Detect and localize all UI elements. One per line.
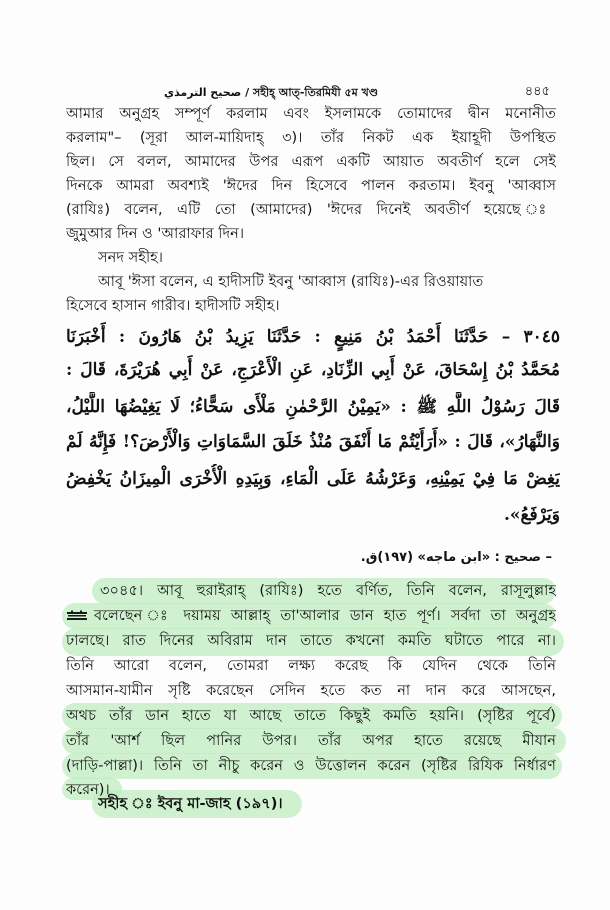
hadith-grade: সহীহ ঃ ইবনু মা-জাহ (১৯৭)। <box>98 795 283 812</box>
translation-line: করেন)। <box>66 781 110 798</box>
page-number: ৪৪৫ <box>524 84 550 99</box>
arabic-source-reference: – صحيح : «ابن ماجه» (١٩٧)ق. <box>360 550 552 565</box>
translation-line-with-icon <box>66 604 556 628</box>
text-line: হিসেবে হাসান গারীব। হাদীসটি সহীহ। <box>66 297 280 314</box>
translation-line: অথচ তাঁর ডান হাতে যা আছে তাতে কিছুই কমতি হয়নি। (সৃষ্টির পূর্বে) <box>66 707 556 724</box>
arabic-line: ٣٠٤٥ – حَدَّثَنَا أَحْمَدُ بْنُ مَنِيعٍ : حَدَّثَنَا يَزِيدُ بْنُ هَارُونَ : أَخْبَرَنَا <box>66 327 560 347</box>
arabic-line: مُحَمَّدُ بْنُ إِسْحَاقَ، عَنْ أَبِي الزِّنَادِ، عَنِ الْأَعْرَجِ، عَنْ أَبِي هُرَيْرَةَ، قَالَ : <box>66 360 560 380</box>
translation-line: তিনি আরো বলেন, তোমরা লক্ষ্য করেছ কি যেদিন থেকে তিনি <box>66 657 556 674</box>
translation-line: তাঁর 'আর্শ ছিল পানির উপর। তাঁর অপর হাতে রয়েছে মীযান <box>66 732 556 749</box>
text-line: আবূ 'ঈসা বলেন, এ হাদীসটি ইবনু 'আব্বাস (রাযিঃ)-এর রিওয়ায়াত <box>98 273 484 290</box>
running-title: صحيح الترمذي / সহীহ্ আত্-তিরমিযী ৫ম খণ্ড <box>164 86 379 99</box>
translation-line: ঢালছে। রাত দিনের অবিরাম দান তাতে কখনো কমতি ঘটাতে পারে না। <box>66 632 556 649</box>
translation-line: আসমান-যামীন সৃষ্টি করেছেন সেদিন হতে কত না দান করে আসছেন, <box>66 682 556 699</box>
translation-line: (দাড়ি-পাল্লা)। তিনি তা নীচু করেন ও উত্তোলন করেন (সৃষ্টির রিযিক নির্ধারণ <box>66 757 556 774</box>
sanad-note: সনদ সহীহ। <box>98 249 164 266</box>
text-line: করলাম"– (সূরা আল-মায়িদাহ্ ৩)। তাঁর নিকট এক ইয়াহূদী উপস্থিত <box>66 129 556 146</box>
text-line: (রাযিঃ) বলেন, এটি তো (আমাদের) 'ঈদের দিনেই অবতীর্ণ হয়েছে ঃ <box>66 201 556 218</box>
arabic-line: يَغِضْ مَا فِيْ يَمِيْنِهِ، وَعَرْشُهُ عَلَى الْمَاءِ، وَبِيَدِهِ الْأُخْرَى الْمِيزَانُ يَخْفِضُ <box>66 469 560 489</box>
translation-line: ৩০৪৫। আবূ হুরাইরাহ্ (রাযিঃ) হতে বর্ণিত, তিনি বলেন, রাসূলুল্লাহ <box>100 582 556 599</box>
page-header <box>160 80 550 102</box>
text-line: ছিল। সে বলল, আমাদের উপর এরূপ একটি আয়াত অবতীর্ণ হলে সেই <box>66 153 556 170</box>
translation-line: বলেছেন ঃ দয়াময় আল্লাহ্ তা'আলার ডান হাত পূর্ণ। সর্বদা তা অনুগ্রহ <box>94 607 556 624</box>
text-line: জুমুআর দিন ও 'আরাফার দিন। <box>66 225 245 242</box>
text-line: দিনকে আমরা অবশ্যই 'ঈদের দিন হিসেবে পালন করতাম। ইবনু 'আব্বাস <box>66 177 556 194</box>
text-line: আমার অনুগ্রহ সম্পূর্ণ করলাম এবং ইসলামকে তোমাদের দ্বীন মনোনীত <box>66 105 556 122</box>
pbuh-calligraphy-icon <box>66 610 88 622</box>
arabic-line: وَالنَّهَارُ»، قَالَ : «أَرَأَيْتُمْ مَا أَنْفَقَ مُنْذُ خَلَقَ السَّمَاوَاتِ وَالْأَرْضَ؟! فَإِنَّهُ لَمْ <box>66 432 560 452</box>
arabic-line: قَالَ رَسُوْلُ اللَّهِ ﷺ : «يَمِيْنُ الرَّحْمٰنِ مَلْأَى سَحًّاءُ؛ لَا يَغِيْضُهَا اللَّيْلُ، <box>66 397 560 417</box>
arabic-line: وَيَرْفَعُ». <box>503 505 560 525</box>
